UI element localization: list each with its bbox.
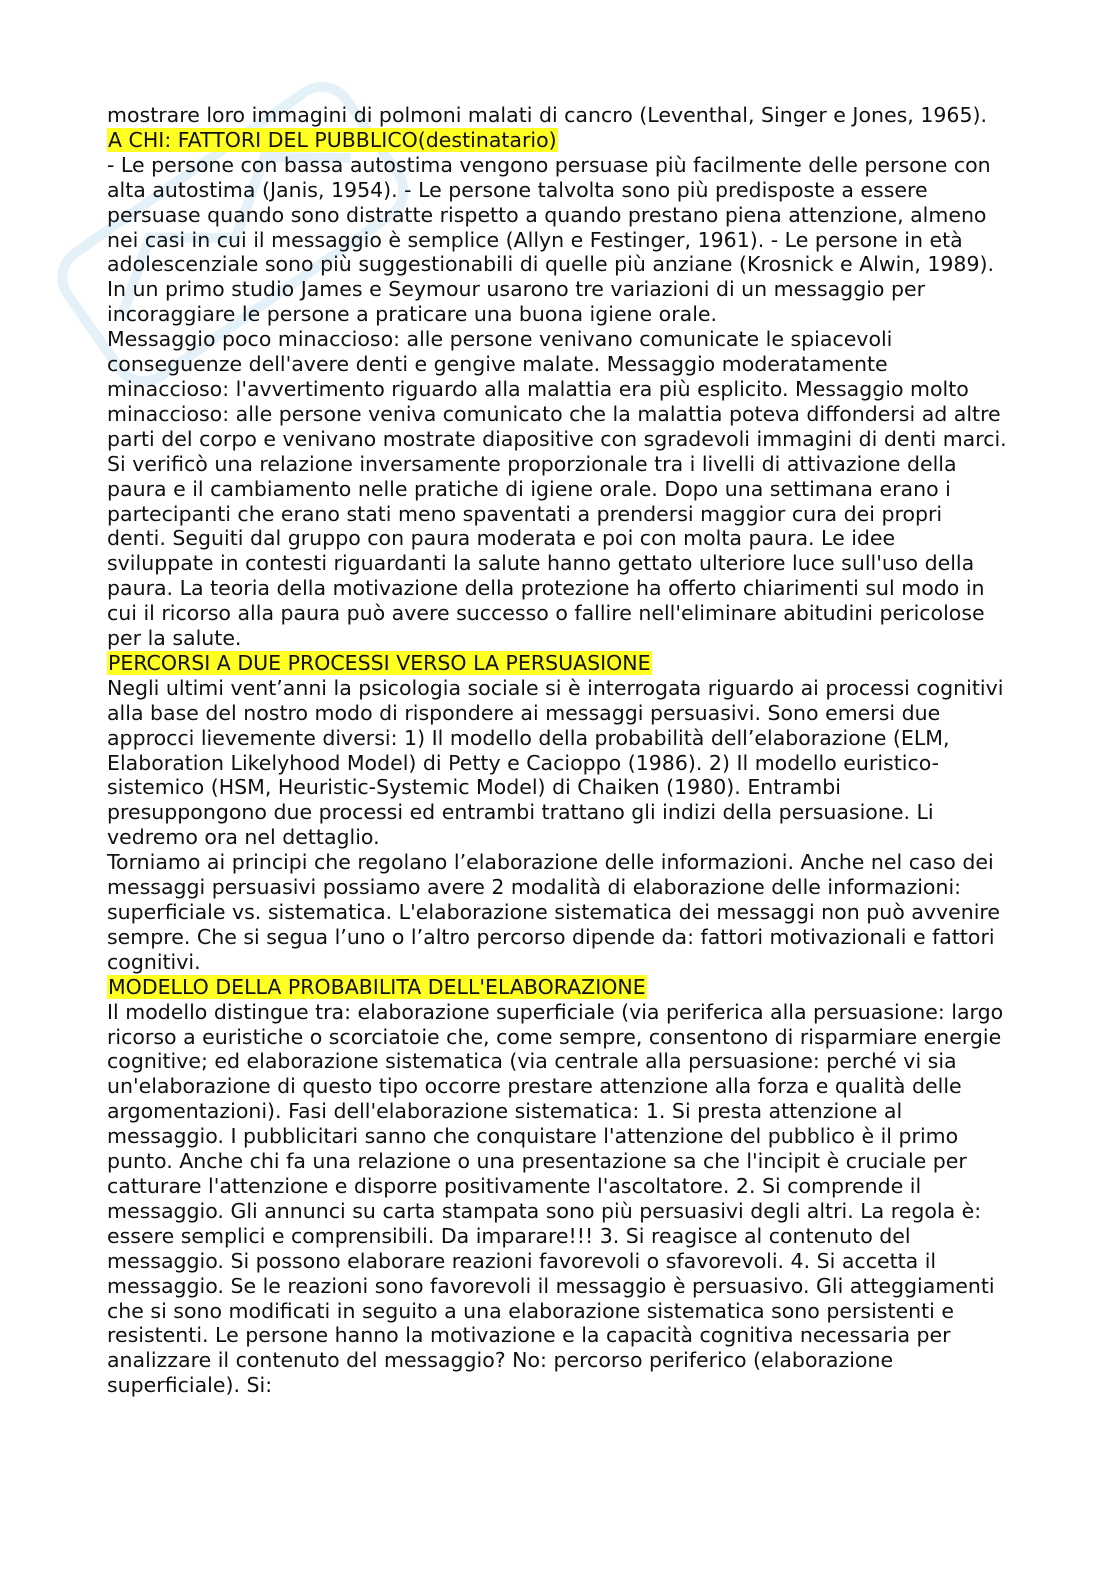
highlighted-heading-text: MODELLO DELLA PROBABILITA DELL'ELABORAZIONE <box>108 974 646 999</box>
body-paragraph: Torniamo ai principi che regolano l’elaborazione delle informazioni. Anche nel caso dei messaggi persuasivi possiamo avere 2 modalità di elaborazione delle informazioni: superficiale vs. sistematica. L'elaborazione sistematica dei messaggi non può avvenire sempre. Che si segua l’uno o l’altro percorso dipende da: fattori motivazionali e fattori cognitivi. <box>107 850 1000 974</box>
document-body <box>107 103 1007 1398</box>
section-heading <box>107 975 1007 1000</box>
body-paragraph: - Le persone con bassa autostima vengono persuase più facilmente delle persone con alta autostima (Janis, 1954). - Le persone talvolta sono più predisposte a essere persuase quando sono distratte rispetto a quando prestano piena attenzione, almeno nei casi in cui il messaggio è semplice (Allyn e Festinger, 1961). - Le persone in età adolescenziale sono più suggestionabili di quelle più anziane (Krosnick e Alwin, 1989). In un primo studio James e Seymour usarono tre variazioni di un messaggio per incoraggiare le persone a praticare una buona igiene orale. <box>107 152 995 327</box>
highlighted-heading-text: PERCORSI A DUE PROCESSI VERSO LA PERSUASIONE <box>108 650 651 675</box>
section-heading <box>107 128 1007 153</box>
highlighted-heading-text: A CHI: FATTORI DEL PUBBLICO(destinatario) <box>108 127 557 152</box>
body-paragraph: Negli ultimi vent’anni la psicologia sociale si è interrogata riguardo ai processi cognitivi alla base del nostro modo di rispondere ai messaggi persuasivi. Sono emersi due approcci lievemente diversi: 1) Il modello della probabilità dell’elaborazione (ELM, Elaboration Likelyhood Model) di Petty e Cacioppo (1986). 2) Il modello euristico-sistemico (HSM, Heuristic-Systemic Model) di Chaiken (1980). Entrambi presuppongono due processi ed entrambi trattano gli indizi della persuasione. Li vedremo ora nel dettaglio. <box>107 675 1004 850</box>
body-paragraph: Il modello distingue tra: elaborazione superficiale (via periferica alla persuasione: largo ricorso a euristiche o scorciatoie che, come sempre, consentono di risparmiare energie cognitive; ed elaborazione sistematica (via centrale alla persuasione: perché vi sia un'elaborazione di questo tipo occorre prestare attenzione alla forza e qualità delle argomentazioni). Fasi dell'elaborazione sistematica: 1. Si presta attenzione al messaggio. I pubblicitari sanno che conquistare l'attenzione del pubblico è il primo punto. Anche chi fa una relazione o una presentazione sa che l'incipit è cruciale per catturare l'attenzione e disporre positivamente l'ascoltatore. 2. Si comprende il messaggio. Gli annunci su carta stampata sono più persuasivi degli altri. La regola è: essere semplici e comprensibili. Da imparare!!! 3. Si reagisce al contenuto del messaggio. Si possono elaborare reazioni favorevoli o sfavorevoli. 4. Si accetta il messaggio. Se le reazioni sono favorevoli il messaggio è persuasivo. Gli atteggiamenti che si sono modificati in seguito a una elaborazione sistematica sono persistenti e resistenti. Le persone hanno la motivazione e la capacità cognitiva necessaria per analizzare il contenuto del messaggio? No: percorso periferico (elaborazione superficiale). Si: <box>107 999 1004 1398</box>
section-heading <box>107 651 1007 676</box>
body-paragraph: Messaggio poco minaccioso: alle persone venivano comunicate le spiacevoli conseguenze dell'avere denti e gengive malate. Messaggio moderatamente minaccioso: l'avvertimento riguardo alla malattia era più esplicito. Messaggio molto minaccioso: alle persone veniva comunicato che la malattia poteva diffondersi ad altre parti del corpo e venivano mostrate diapositive con sgradevoli immagini di denti marci. Si verificò una relazione inversamente proporzionale tra i livelli di attivazione della paura e il cambiamento nelle pratiche di igiene orale. Dopo una settimana erano i partecipanti che erano stati meno spaventati a prendersi maggior cura dei propri denti. Seguiti dal gruppo con paura moderata e poi con molta paura. Le idee sviluppate in contesti riguardanti la salute hanno gettato ulteriore luce sull'uso della paura. La teoria della motivazione della protezione ha offerto chiarimenti sul modo in cui il ricorso alla paura può avere successo o fallire nell'eliminare abitudini pericolose per la salute. <box>107 327 1007 651</box>
body-paragraph: mostrare loro immagini di polmoni malati di cancro (Leventhal, Singer e Jones, 1965). <box>107 103 988 127</box>
